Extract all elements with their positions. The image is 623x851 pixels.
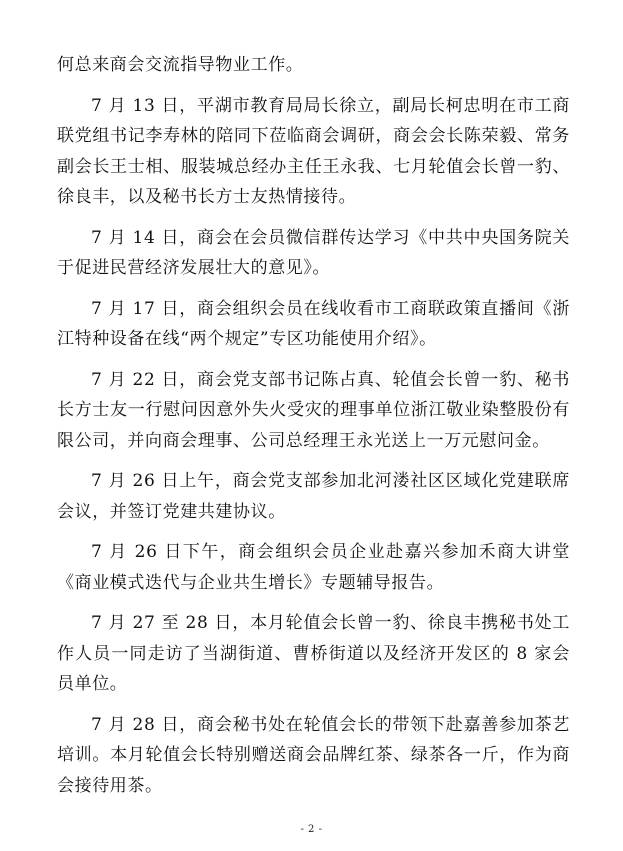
paragraph-jul26-afternoon: 7 月 26 日下午，商会组织会员企业赴嘉兴参加禾商大讲堂《商业模式迭代与企业共生增长》专题辅导报告。 [57,542,570,593]
paragraph-jul13-visit: 7 月 13 日，平湖市教育局局长徐立，副局长柯忠明在市工商联党组书记李寿林的陪同下莅临商会调研，商会会长陈荣毅、常务副会长王士相、服装城总经办主任王永我、七月轮值会长曾一豹、徐良丰，以及秘书长方士友热情接待。 [57,95,570,207]
paragraph-continuation: 何总来商会交流指导物业工作。 [57,55,304,75]
paragraph-jul28-tea-training: 7 月 28 日，商会秘书处在轮值会长的带领下赴嘉善参加茶艺培训。本月轮值会长特别赠送商会品牌红茶、绿茶各一斤，作为商会接待用茶。 [57,714,570,796]
page-number: - 2 - [300,824,323,835]
paragraph-jul26-morning: 7 月 26 日上午，商会党支部参加北河溇社区区域化党建联席会议，并签订党建共建协议。 [57,471,570,522]
paragraph-jul17-broadcast: 7 月 17 日，商会组织会员在线收看市工商联政策直播间《浙江特种设备在线“两个规定”专区功能使用介绍》。 [57,298,570,349]
document-body [57,50,570,801]
paragraph-jul22-condolence: 7 月 22 日，商会党支部书记陈占真、轮值会长曾一豹、秘书长方士友一行慰问因意外失火受灾的理事单位浙江敬业染整股份有限公司，并向商会理事、公司总经理王永光送上一万元慰问金。 [57,369,570,451]
paragraph-jul14-study: 7 月 14 日，商会在会员微信群传达学习《中共中央国务院关于促进民营经济发展壮大的意见》。 [57,227,570,278]
paragraph-jul27-28-visits: 7 月 27 至 28 日，本月轮值会长曾一豹、徐良丰携秘书处工作人员一同走访了当湖街道、曹桥街道以及经济开发区的 8 家会员单位。 [57,613,570,694]
